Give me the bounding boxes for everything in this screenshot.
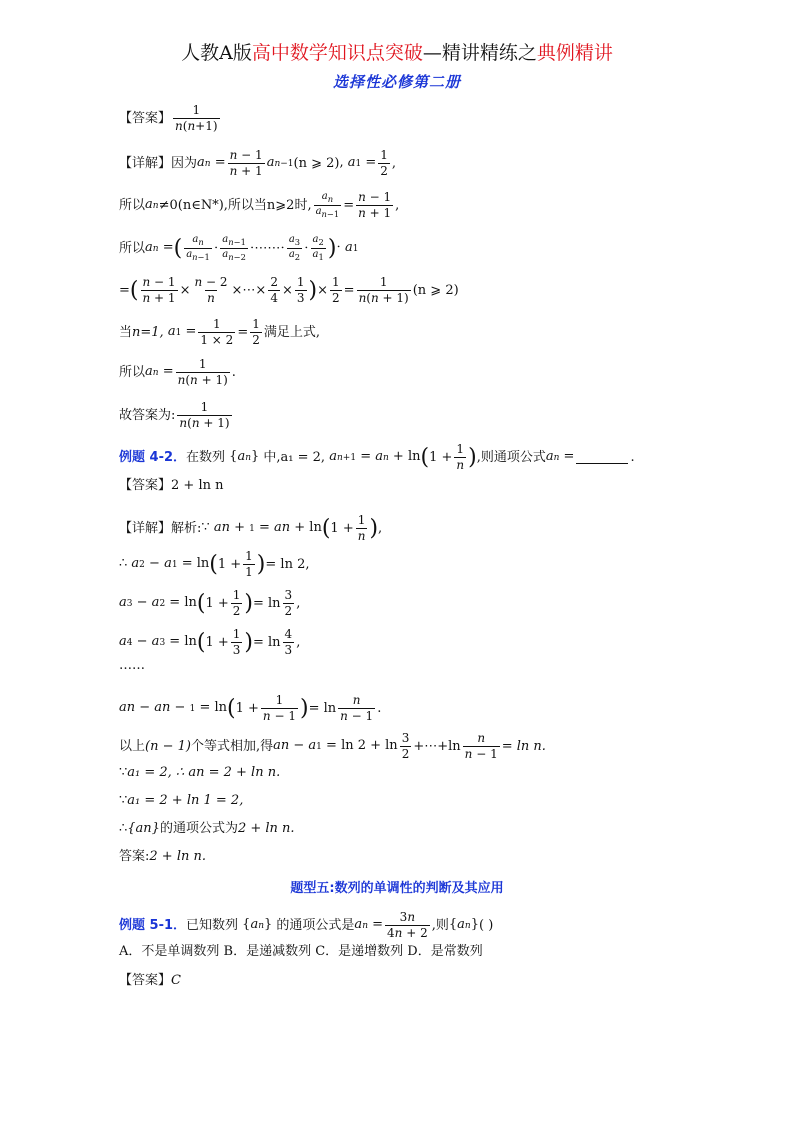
answer-value: C (171, 973, 181, 988)
so-line-1: 所以 an ≠0 (n∈N*) ,所以当 n⩾2时, $\frac{a_n}{a_{n-1}}$ = $\frac{n - 1}{n + 1}$ , (119, 190, 400, 220)
answer-value: 2 + ln n (171, 478, 224, 493)
fraction: $\frac{1}{n(n+1)}$ (175, 103, 218, 133)
answer-label: 【答案】 (119, 478, 172, 493)
example-text-2: 中, (263, 449, 281, 465)
fraction: $\frac{a_n}{a_{n-1}}$ (315, 191, 340, 219)
options-text: A．不是单调数列 B．是递减数列 C．是递增数列 D．是常数列 (119, 944, 483, 959)
final-answer-line (119, 848, 206, 866)
step-line-n: an − an − 1 = ln ( 1 + $\frac{1}{n - 1}$ ) = ln $\frac{n}{n - 1}$ . (119, 693, 382, 723)
because-text: 因为 (171, 155, 198, 171)
step-line-1: ∴ a2 − a1 = ln ( 1 + $\frac{1}{1}$ ) = ln 2, (119, 549, 310, 579)
analysis-text: 解析: (171, 520, 202, 536)
therefore-line (119, 820, 295, 838)
because-symbol: ∵ (119, 765, 128, 780)
when-text: 当 (119, 324, 133, 340)
example-text-1: 已知数列 (186, 917, 239, 933)
so-text: 所以 (119, 197, 146, 213)
when-n1-line: 当 n=1, a1 = $\frac{1}{1 \times 2}$ = $\frac{1}{2}$ 满足上式, (119, 317, 320, 347)
step-line-2: a3 − a2 = ln ( 1 + $\frac{1}{2}$ ) = ln $\frac{3}{2}$ , (119, 588, 301, 618)
because-line-2 (119, 792, 243, 810)
example-label: 例题 5-1． (119, 917, 187, 933)
fraction: $\frac{n - 1}{n + 1}$ (229, 148, 263, 178)
analysis-line: 【详解】 解析: ∵ an + 1 = an + ln ( 1 + $\frac{1}{n}$ ) , (119, 513, 383, 543)
n-equals-1: n=1, (132, 324, 164, 340)
an-set: {an} (127, 821, 160, 836)
answer-line-3 (119, 972, 181, 990)
section-title: 题型五:数列的单调性的判断及其应用 (290, 881, 504, 896)
therefore-symbol: ∴ (119, 821, 128, 836)
header-prefix: 人教A版 (181, 42, 252, 64)
answer-label: 【答案】 (119, 973, 172, 988)
page-subtitle: 选择性必修第二册 (332, 73, 461, 91)
product-line: = ( $\frac{n - 1}{n + 1}$ × $\frac{n - 2}{n}$ ×⋯× $\frac{2}{4}$ × $\frac{1}{3}$ ) × $\frac{1}{2}$ = $\frac{1}{n(n + 1)}$ (n ⩾ 2) (119, 275, 459, 305)
example-5-1-line: 例题 5-1． 已知数列 {an} 的通项公式是 an = $\frac{3n}{4n + 2}$ ,则 {an} ( ) (119, 910, 494, 940)
sum-line: 以上 (n − 1) 个等式相加,得 an − a1 = ln 2 + ln $\frac{3}{2}$ +⋯+ln $\frac{n}{n - 1}$ = ln n. (119, 731, 546, 761)
final-answer-label: 答案: (119, 849, 150, 864)
options-line (119, 943, 483, 961)
header-highlight-2: 典例精讲 (536, 42, 613, 64)
example-text-3: ,则通项公式 (476, 449, 546, 465)
final-answer: 2 + ln n. (149, 849, 206, 864)
example-label: 例题 4-2． (119, 449, 187, 465)
condition-text: (n ⩾ 2) (412, 282, 459, 298)
so-line-3: 所以 an = $\frac{1}{n(n + 1)}$ . (119, 357, 236, 387)
n-minus-1: (n − 1) (145, 738, 191, 754)
paren-blank: ( ) (478, 917, 494, 933)
neq-zero: ≠0 (158, 197, 178, 213)
because-line-1 (119, 764, 280, 782)
n-in-N: (n∈N*) (177, 197, 224, 213)
n-geq-2: n⩾2时, (266, 197, 312, 213)
a1-check: a₁ = 2 + ln 1 = 2, (127, 793, 244, 808)
sum-tail: = ln n. (501, 738, 546, 754)
fraction: $\frac{n - 1}{n + 1}$ (358, 190, 392, 220)
condition-text: (n ⩾ 2) (293, 155, 340, 171)
fraction: $\frac{1}{2}$ (380, 148, 388, 178)
because-symbol: ∵ (119, 793, 128, 808)
answer-line-2 (119, 477, 223, 495)
so-text: 所以 (119, 240, 146, 256)
a1-equals-2: a₁ = 2 (127, 765, 168, 780)
so-an-text: , ∴ an = 2 + ln n. (167, 765, 281, 780)
detail-line: 【详解】 因为 an = $\frac{n - 1}{n + 1}$ an−1 (n ⩾ 2) , a1 = $\frac{1}{2}$ , (119, 148, 397, 178)
ellipsis-line: …… (119, 658, 145, 673)
sum-text-2: 个等式相加,得 (190, 738, 274, 754)
header-highlight-1: 高中数学知识点突破 (251, 42, 423, 64)
answer-blank (576, 451, 628, 464)
a1-value: a₁ = 2, (280, 449, 326, 465)
therefore-answer-text: 故答案为: (119, 407, 176, 423)
detail-label: 【详解】 (119, 155, 172, 171)
formula-text: 2 + ln n. (237, 821, 295, 836)
therefore-answer-line: 故答案为: $\frac{1}{n(n + 1)}$ (119, 400, 230, 430)
sum-text-1: 以上 (119, 738, 146, 754)
dots-text: ⋅⋯⋯⋅ (249, 240, 285, 256)
so-text: 所以 (119, 364, 146, 380)
answer-line-1 (119, 103, 222, 134)
page-header (0, 40, 794, 66)
example-text-2: 的通项公式是 (276, 917, 355, 933)
satisfies-text: 满足上式, (263, 324, 320, 340)
example-text-3: ,则 (431, 917, 449, 933)
example-4-2-line: 例题 4-2． 在数列 {an} 中, a₁ = 2, an+1 = an + ln ( 1 + $\frac{1}{n}$ ) ,则通项公式 an = . (119, 442, 635, 472)
header-middle: —精讲精练之 (422, 42, 537, 64)
so-line-2: 所以 an = ( $\frac{a_n}{a_{n-1}}$ ⋅ $\frac{a_{n-1}}{a_{n-2}}$ ⋅⋯⋯⋅ $\frac{a_3}{a_2}$ ⋅ $\frac{a_2}{a_1}$ ) ⋅ a1 (119, 234, 359, 262)
answer-label: 【答案】 (119, 110, 172, 126)
step-line-3: a4 − a3 = ln ( 1 + $\frac{1}{3}$ ) = ln $\frac{4}{3}$ , (119, 627, 301, 657)
general-formula-text: 的通项公式为 (159, 821, 238, 836)
so-when-text: ,所以当 (223, 197, 267, 213)
detail-label: 【详解】 (119, 520, 172, 536)
example-text-1: 在数列 (186, 449, 226, 465)
